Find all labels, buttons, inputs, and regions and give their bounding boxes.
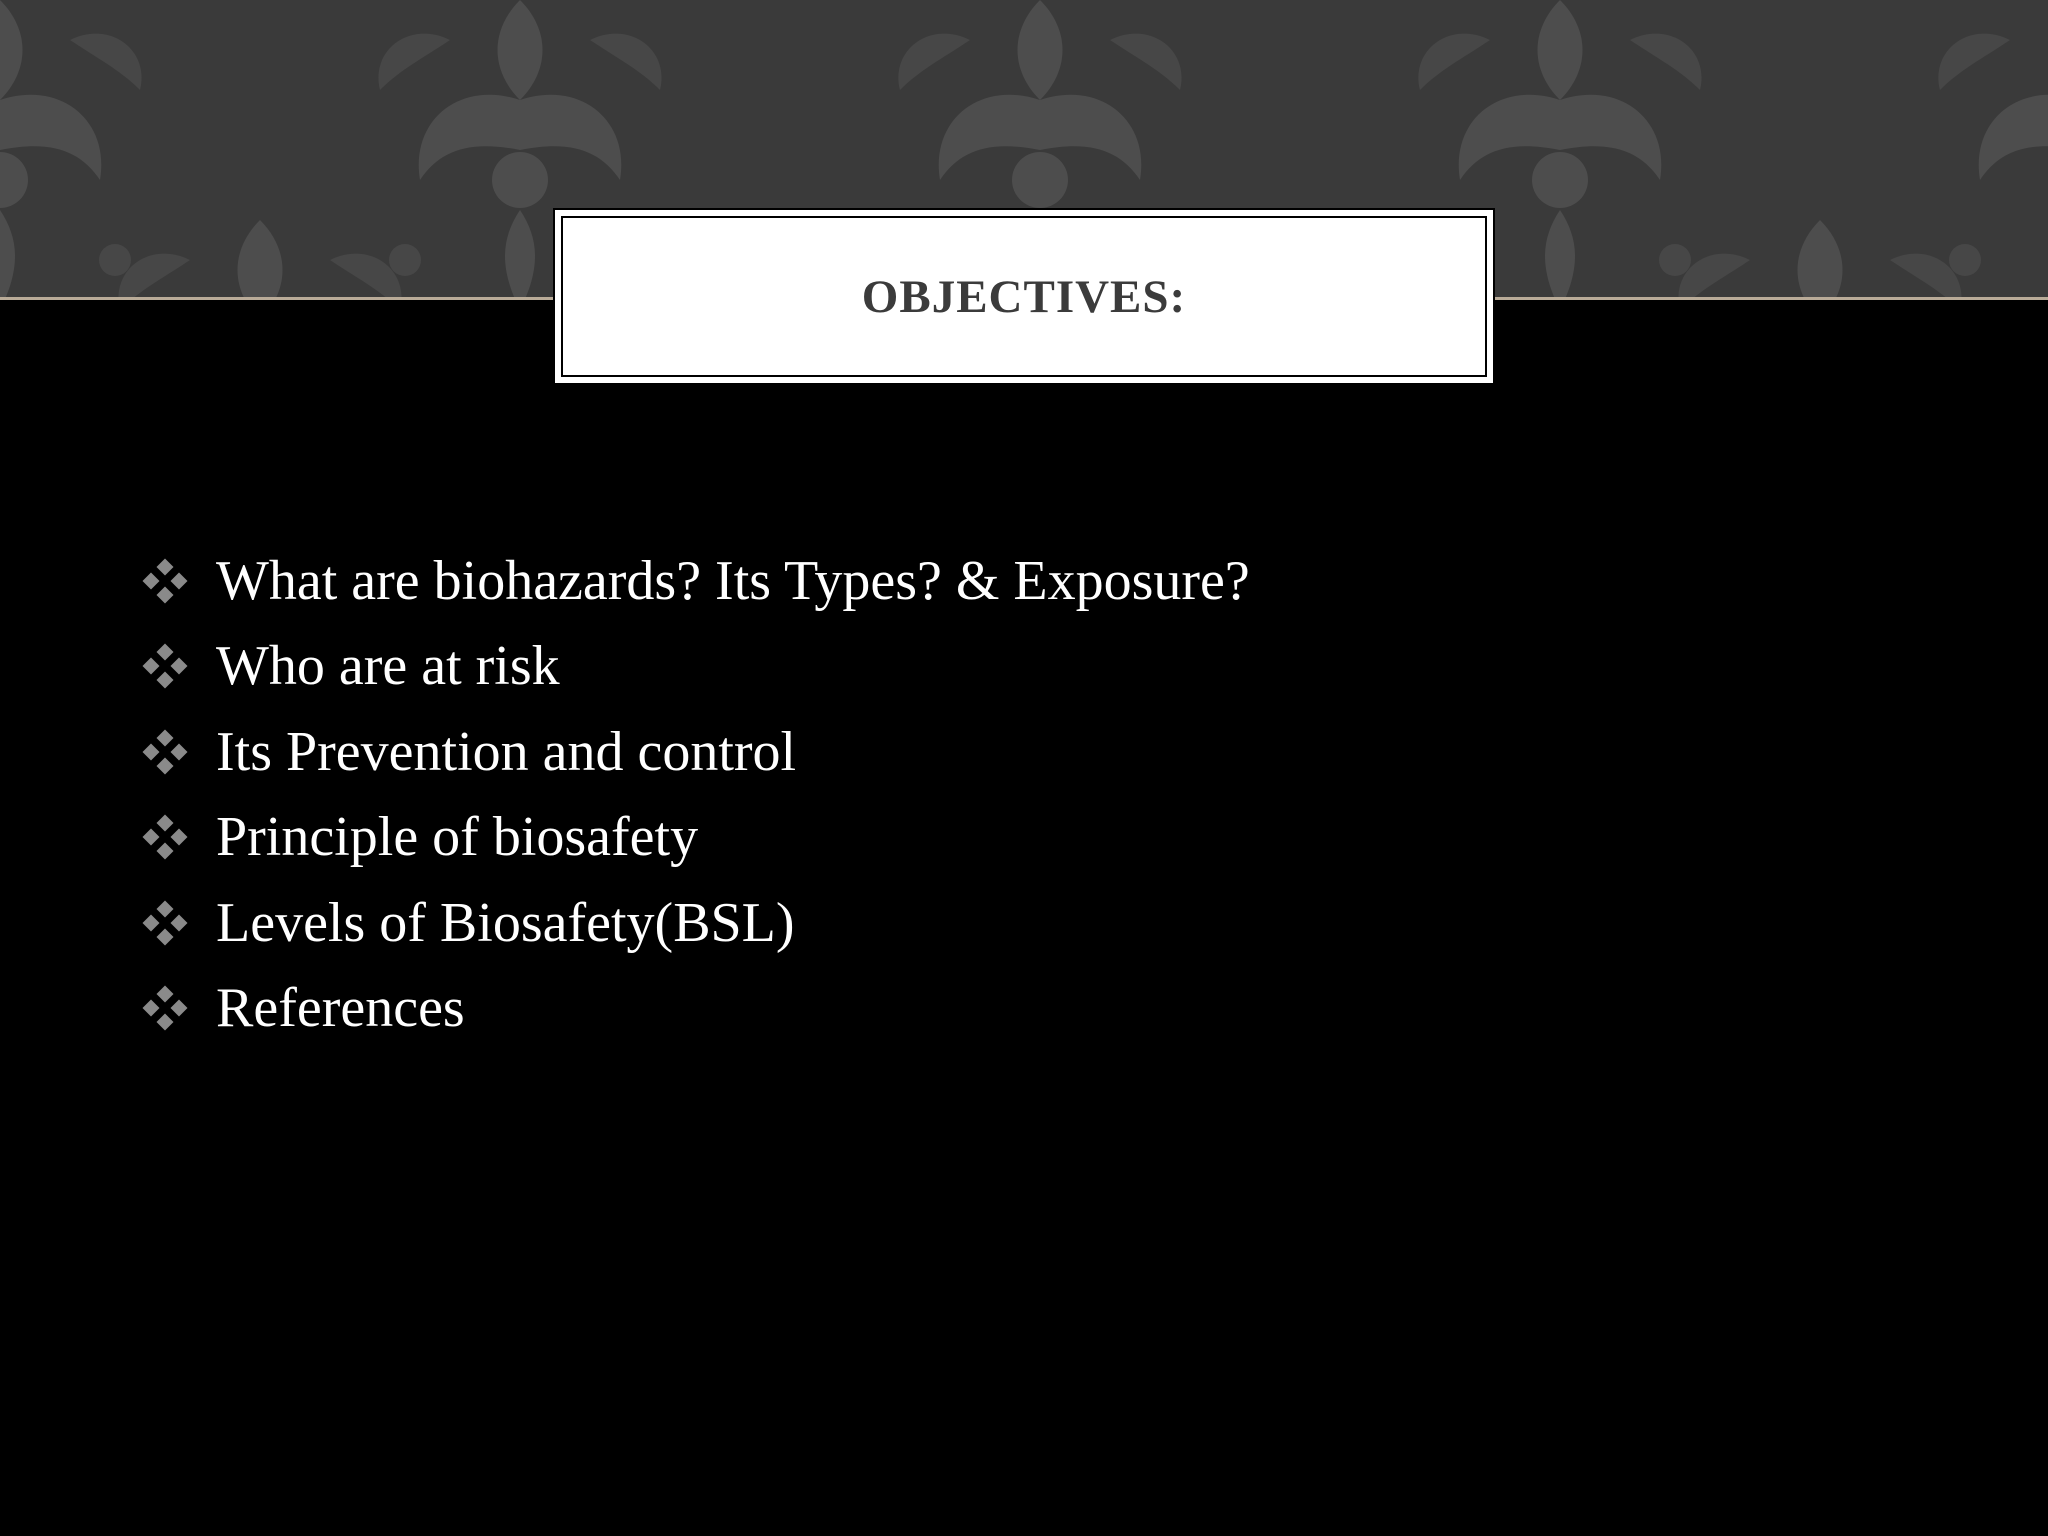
four-petal-diamond-icon: [140, 727, 190, 777]
list-item: [140, 795, 1940, 881]
list-item-text: Who are at risk: [216, 635, 560, 698]
title-box: [555, 210, 1493, 383]
four-petal-diamond-icon: [140, 983, 190, 1033]
list-item-text: Levels of Biosafety(BSL): [216, 891, 795, 954]
four-petal-diamond-icon: [140, 556, 190, 606]
title-container: [557, 212, 1491, 381]
objectives-list: [140, 538, 1940, 1051]
slide-title: OBJECTIVES:: [861, 270, 1187, 323]
list-item: [140, 966, 1940, 1052]
four-petal-diamond-icon: [140, 641, 190, 691]
list-item-text: What are biohazards? Its Types? & Exposure?: [216, 549, 1250, 612]
list-item: [140, 880, 1940, 966]
list-item: [140, 538, 1940, 624]
four-petal-diamond-icon: [140, 898, 190, 948]
list-item: [140, 709, 1940, 795]
list-item-text: References: [216, 977, 465, 1040]
list-item: [140, 624, 1940, 710]
list-item-text: Principle of biosafety: [216, 806, 699, 869]
list-item-text: Its Prevention and control: [216, 720, 797, 783]
four-petal-diamond-icon: [140, 812, 190, 862]
